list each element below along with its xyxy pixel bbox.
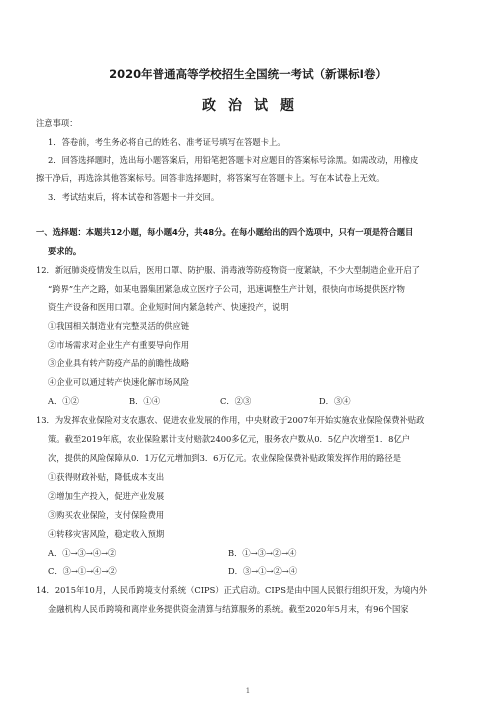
statement-item: ①获得财政补贴，降低成本支出 xyxy=(48,472,165,482)
question-text: 13．为发挥农业保险对支农惠农、促进农业发展的作用，中央财政于2007年开始实施农业保险保费补贴政 xyxy=(36,415,425,425)
answer-option: A．①② xyxy=(48,396,79,406)
subject-title: 政治试题 xyxy=(202,98,306,114)
question-text: 12．新冠肺炎疫情发生以后，医用口罩、防护服、消毒液等防疫物资一度紧缺，不少大型制造企业开启了 xyxy=(36,265,420,275)
page-number: 1 xyxy=(245,687,251,695)
statement-item: ③购买农业保险，支付保险费用 xyxy=(48,510,165,520)
section-heading: 一、选择题：本题共12小题，每小题4分，共48分。在每小题给出的四个选项中，只有一项是符合题目 xyxy=(36,227,414,237)
notice-heading: 注意事项： xyxy=(36,118,78,128)
notice-item: 2．回答选择题时，选出每小题答案后，用铅笔把答题卡对应题目的答案标号涂黑。如需改动，用橡皮 xyxy=(48,155,419,165)
notice-item: 擦干净后，再选涂其他答案标号。回答非选择题时，将答案写在答题卡上。写在本试卷上无效。 xyxy=(36,173,385,183)
answer-option: B．①→③→②→④ xyxy=(228,548,297,558)
answer-option: D．③→①→②→④ xyxy=(228,566,297,576)
answer-option: A．①→③→④→② xyxy=(48,548,117,558)
section-heading-cont: 要求的。 xyxy=(48,246,82,256)
statement-item: ①我国相关制造业有完整灵活的供应链 xyxy=(48,321,190,331)
notice-item: 1．答卷前，考生务必将自己的姓名、准考证号填写在答题卡上。 xyxy=(48,137,286,147)
statement-item: ④转移灾害风险，稳定收入预期 xyxy=(48,529,165,539)
question-text: 策。截至2019年底，农业保险累计支付赔款2400多亿元，服务农户数从0．5亿户次增至1．8亿户 xyxy=(48,434,411,444)
answer-option: D．③④ xyxy=(319,396,351,406)
question-text: 次，提供的风险保障从0．1万亿元增加到3．6万亿元。农业保险保费补贴政策发挥作用的路径是 xyxy=(48,453,401,463)
question-text: 14．2015年10月，人民币跨境支付系统（CIPS）正式启动。CIPS是由中国人民银行组织开发，为境内外 xyxy=(36,585,428,595)
question-text: 资生产设备和医用口罩。企业短时间内紧急转产、快速投产，说明 xyxy=(48,302,289,312)
question-text: 金融机构人民币跨境和离岸业务提供资金清算与结算服务的系统。截至2020年5月末，有96个国家 xyxy=(48,604,409,614)
answer-option: B．①④ xyxy=(129,396,160,406)
question-text: “跨界”生产之路，如某电器集团紧急成立医疗子公司，迅速调整生产计划，很快向市场提供医疗物 xyxy=(48,284,405,294)
notice-item: 3．考试结束后，将本试卷和答题卡一并交回。 xyxy=(48,192,220,202)
exam-title: 2020年普通高等学校招生全国统一考试（新课标Ⅰ卷） xyxy=(109,67,387,81)
statement-item: ②市场需求对企业生产有重要导向作用 xyxy=(48,340,190,350)
statement-item: ④企业可以通过转产快速化解市场风险 xyxy=(48,377,190,387)
answer-option: C．③→①→④→② xyxy=(48,566,117,576)
answer-option: C．②③ xyxy=(220,396,252,406)
statement-item: ③企业具有转产防疫产品的前瞻性战略 xyxy=(48,358,190,368)
statement-item: ②增加生产投入，促进产业发展 xyxy=(48,491,165,501)
